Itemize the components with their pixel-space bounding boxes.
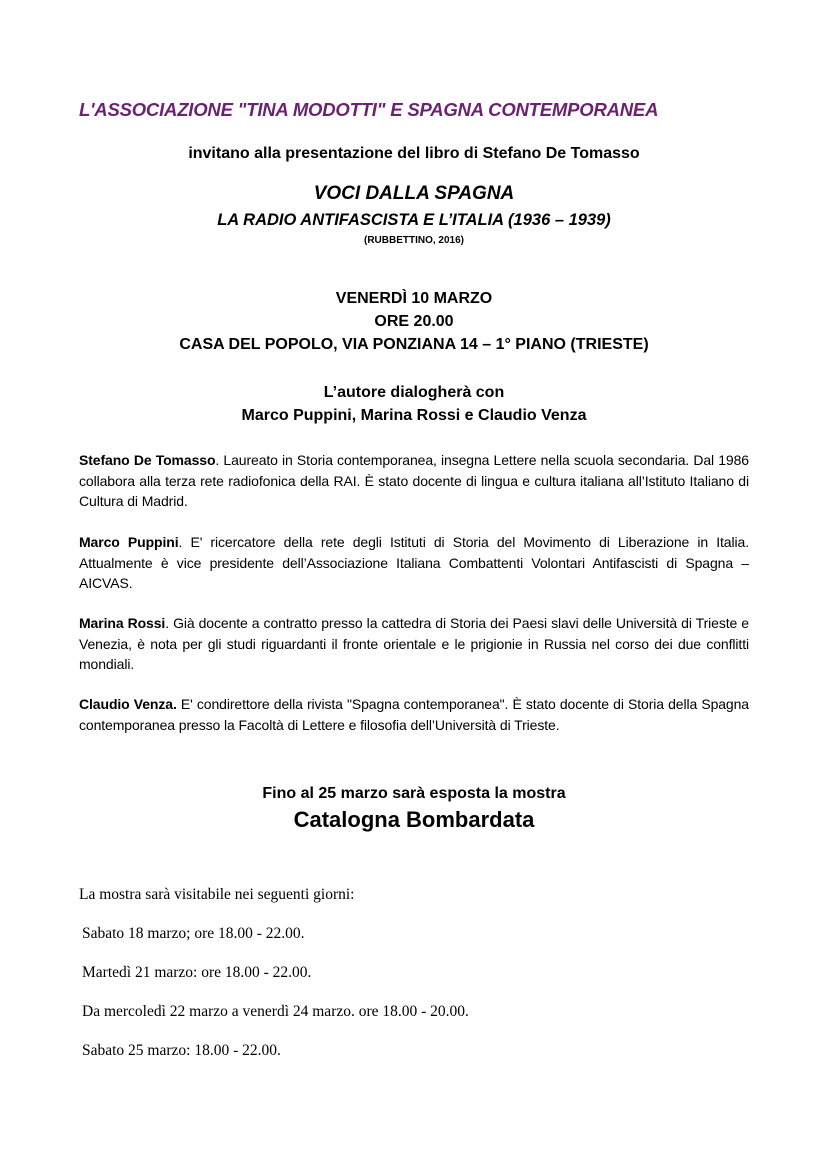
dialog-intro: L’autore dialogherà con: [323, 384, 505, 401]
bio-name: Marco Puppini: [79, 534, 179, 550]
association-heading: L'ASSOCIAZIONE "TINA MODOTTI" E SPAGNA CONTEMPORANEA: [79, 99, 659, 120]
book-subtitle: LA RADIO ANTIFASCISTA E L’ITALIA (1936 – 1939): [217, 211, 611, 229]
event-details: [79, 287, 749, 356]
bio-paragraph: [79, 532, 749, 594]
schedule-day: Sabato 25 marzo: 18.00 - 22.00.: [82, 1042, 281, 1059]
bio-paragraph: [79, 694, 749, 735]
exhibit-title: Catalogna Bombardata: [293, 807, 535, 832]
exhibit-intro: Fino al 25 marzo sarà esposta la mostra: [262, 785, 566, 802]
bio-paragraph: [79, 613, 749, 675]
book-title: VOCI DALLA SPAGNA: [313, 183, 515, 204]
bio-paragraph: [79, 450, 749, 512]
book-publisher: (RUBBETTINO, 2016): [363, 235, 464, 246]
bio-text: E' condirettore della rivista "Spagna contemporanea". È stato docente di Storia della Spagna contemporanea presso la Facoltà di Lettere e filosofia dell’Università di Trieste.: [79, 696, 749, 733]
event-time: ORE 20.00: [374, 313, 454, 330]
schedule-day: Sabato 18 marzo; ore 18.00 - 22.00.: [82, 925, 305, 942]
dialog-speakers: Marco Puppini, Marina Rossi e Claudio Venza: [241, 407, 587, 424]
invitation-line: invitano alla presentazione del libro di Stefano De Tomasso: [188, 145, 640, 162]
bio-text: . Laureato in Storia contemporanea, insegna Lettere nella scuola secondaria. Dal 1986 collabora alla terza rete radiofonica della RAI. È stato docente di lingua e cultura italiana all’Istituto Italiano di Cultura di Madrid.: [79, 452, 749, 509]
bio-name: Stefano De Tomasso: [79, 452, 216, 468]
event-date: VENERDÌ 10 MARZO: [335, 290, 493, 307]
bio-name: Marina Rossi: [79, 615, 166, 631]
bio-text: . Già docente a contratto presso la cattedra di Storia dei Paesi slavi delle Università di Trieste e Venezia, è nota per gli studi riguardanti il fronte orientale e le prigionie in Russia nel corso dei due conflitti mondiali.: [79, 615, 749, 672]
dialog-info: [79, 381, 749, 427]
bio-name: Claudio Venza.: [79, 696, 177, 712]
schedule-intro: La mostra sarà visitabile nei seguenti giorni:: [79, 886, 355, 903]
schedule-day: Da mercoledì 22 marzo a venerdì 24 marzo. ore 18.00 - 20.00.: [82, 1003, 469, 1020]
bio-text: . E' ricercatore della rete degli Istituti di Storia del Movimento di Liberazione in Italia. Attualmente è vice presidente dell’Associazione Italiana Combattenti Volontari Antifascisti di Spagna – AICVAS.: [79, 534, 749, 591]
schedule-day: Martedì 21 marzo: ore 18.00 - 22.00.: [82, 964, 312, 981]
event-place: CASA DEL POPOLO, VIA PONZIANA 14 – 1° PIANO (TRIESTE): [179, 336, 649, 353]
